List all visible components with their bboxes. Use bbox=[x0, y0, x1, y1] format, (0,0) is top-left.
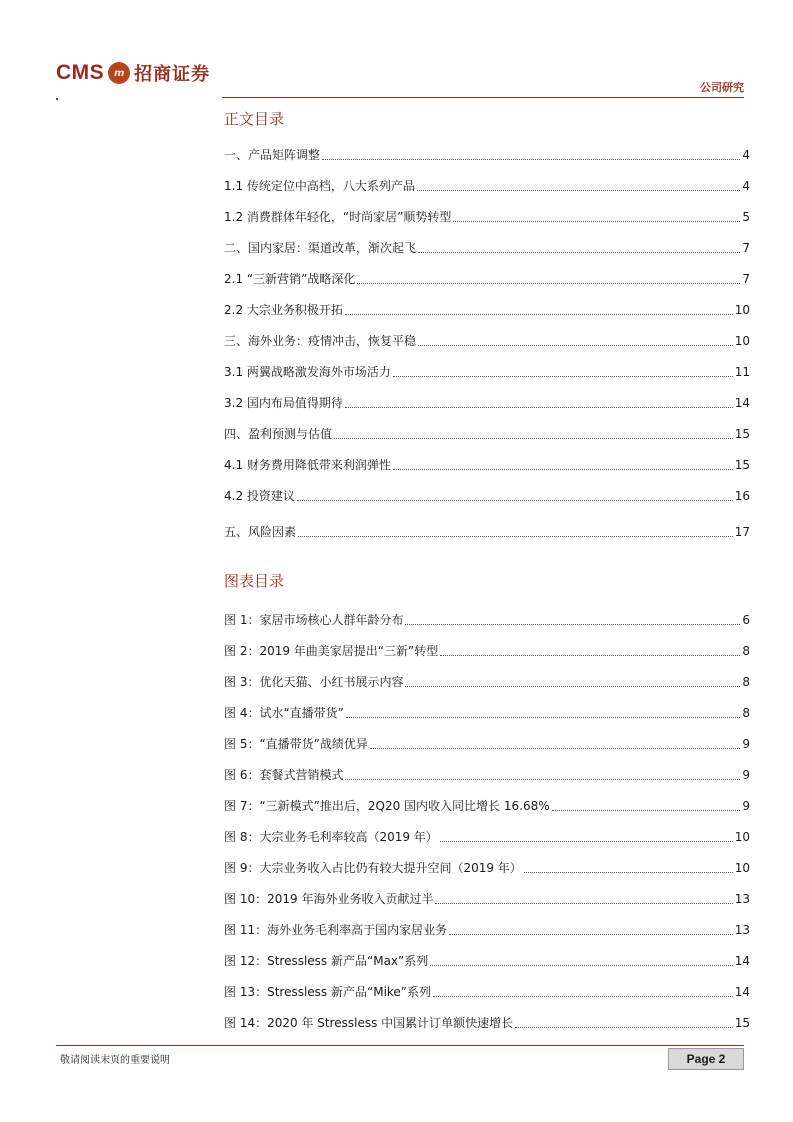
toc-entry-label: 二、国内家居：渠道改革，渐次起飞 bbox=[224, 241, 417, 255]
figure-entry[interactable] bbox=[224, 859, 750, 877]
figure-entry[interactable] bbox=[224, 704, 750, 722]
figure-entry-page: 14 bbox=[734, 985, 750, 999]
figure-entry-label: 图 2：2019 年曲美家居提出“三新”转型 bbox=[224, 644, 439, 658]
leader-dots bbox=[393, 376, 733, 377]
toc-entry-page: 5 bbox=[742, 210, 750, 224]
leader-dots bbox=[449, 934, 733, 935]
figure-entry-page: 9 bbox=[742, 799, 750, 813]
figure-entry-page: 8 bbox=[742, 706, 750, 720]
toc-entry-label: 1.1 传统定位中高档，八大系列产品 bbox=[224, 179, 415, 193]
figure-entry-page: 9 bbox=[742, 768, 750, 782]
toc-entry-page: 4 bbox=[742, 179, 750, 193]
toc-entry-page: 15 bbox=[734, 458, 750, 472]
figure-entry-page: 13 bbox=[734, 892, 750, 906]
footer-disclaimer: 敬请阅读末页的重要说明 bbox=[60, 1055, 170, 1066]
leader-dots bbox=[346, 717, 740, 718]
figure-entry-label: 图 9：大宗业务收入占比仍有较大提升空间（2019 年） bbox=[224, 861, 522, 875]
leader-dots bbox=[405, 686, 740, 687]
leader-dots bbox=[357, 283, 740, 284]
figure-entry[interactable] bbox=[224, 642, 750, 660]
toc-entry-label: 2.1 “三新营销”战略深化 bbox=[224, 272, 356, 286]
toc-entry[interactable] bbox=[224, 177, 750, 195]
leader-dots bbox=[552, 810, 741, 811]
figure-entry-page: 14 bbox=[734, 954, 750, 968]
leader-dots bbox=[440, 655, 740, 656]
figure-entry-label: 图 14：2020 年 Stressless 中国累计订单额快速增长 bbox=[224, 1016, 514, 1030]
header-dot bbox=[56, 98, 58, 100]
leader-dots bbox=[430, 965, 732, 966]
figure-entry[interactable] bbox=[224, 673, 750, 691]
figure-entry[interactable] bbox=[224, 828, 750, 846]
figure-entry-label: 图 5：“直播带货”战绩优异 bbox=[224, 737, 368, 751]
figure-entry-page: 8 bbox=[742, 644, 750, 658]
leader-dots bbox=[322, 159, 740, 160]
leader-dots bbox=[345, 779, 740, 780]
figure-entry[interactable] bbox=[224, 797, 750, 815]
figure-entry[interactable] bbox=[224, 952, 750, 970]
leader-dots bbox=[435, 903, 732, 904]
toc-entry[interactable] bbox=[224, 456, 750, 474]
figure-entry[interactable] bbox=[224, 921, 750, 939]
toc-entry-page: 7 bbox=[742, 241, 750, 255]
figure-entry[interactable] bbox=[224, 1014, 750, 1032]
figure-entry[interactable] bbox=[224, 983, 750, 1001]
figure-entry-page: 8 bbox=[742, 675, 750, 689]
leader-dots bbox=[345, 407, 733, 408]
leader-dots bbox=[370, 748, 740, 749]
figure-entry-page: 13 bbox=[734, 923, 750, 937]
report-type: 公司研究 bbox=[700, 81, 744, 94]
toc-entry-page: 16 bbox=[734, 489, 750, 503]
leader-dots bbox=[393, 469, 733, 470]
company-logo bbox=[56, 58, 210, 88]
figure-entry-label: 图 10：2019 年海外业务收入贡献过半 bbox=[224, 892, 434, 906]
toc-entry[interactable] bbox=[224, 487, 750, 505]
leader-dots bbox=[453, 221, 740, 222]
leader-dots bbox=[405, 624, 740, 625]
toc-entry[interactable] bbox=[224, 301, 750, 319]
footer-divider bbox=[56, 1045, 744, 1046]
header-divider bbox=[222, 97, 744, 98]
figure-entry[interactable] bbox=[224, 611, 750, 629]
toc-entry[interactable] bbox=[224, 363, 750, 381]
figures-title: 图表目录 bbox=[224, 572, 285, 590]
figure-entry-label: 图 7：“三新模式”推出后，2Q20 国内收入同比增长 16.68% bbox=[224, 799, 550, 813]
toc-entry-label: 3.2 国内布局值得期待 bbox=[224, 396, 343, 410]
toc-entry-page: 14 bbox=[734, 396, 750, 410]
page-number: Page 2 bbox=[668, 1048, 744, 1070]
leader-dots bbox=[524, 872, 733, 873]
toc-entry-label: 三、海外业务：疫情冲击，恢复平稳 bbox=[224, 334, 417, 348]
leader-dots bbox=[297, 500, 733, 501]
figure-entry-label: 图 1：家居市场核心人群年龄分布 bbox=[224, 613, 404, 627]
figure-entry-page: 6 bbox=[742, 613, 750, 627]
toc-entry-label: 2.2 大宗业务积极开拓 bbox=[224, 303, 343, 317]
toc-entry-label: 一、产品矩阵调整 bbox=[224, 148, 321, 162]
figure-entry-label: 图 4：试水“直播带货” bbox=[224, 706, 344, 720]
leader-dots bbox=[515, 1027, 733, 1028]
toc-entry[interactable] bbox=[224, 425, 750, 443]
figure-entry-label: 图 3：优化天猫、小红书展示内容 bbox=[224, 675, 404, 689]
figure-entry-page: 10 bbox=[734, 861, 750, 875]
toc-entry-page: 4 bbox=[742, 148, 750, 162]
toc-entry[interactable] bbox=[224, 239, 750, 257]
leader-dots bbox=[418, 252, 740, 253]
toc-entry-page: 15 bbox=[734, 427, 750, 441]
leader-dots bbox=[440, 841, 733, 842]
figure-entry-page: 15 bbox=[734, 1016, 750, 1030]
leader-dots bbox=[418, 345, 733, 346]
toc-entry-page: 10 bbox=[734, 303, 750, 317]
figure-entry-label: 图 13：Stressless 新产品“Mike”系列 bbox=[224, 985, 432, 999]
toc-entry-label: 1.2 消费群体年轻化，“时尚家居”顺势转型 bbox=[224, 210, 452, 224]
toc-entry-label: 4.1 财务费用降低带来利润弹性 bbox=[224, 458, 391, 472]
toc-entry[interactable] bbox=[224, 208, 750, 226]
figure-entry[interactable] bbox=[224, 735, 750, 753]
toc-entry-page: 11 bbox=[734, 365, 750, 379]
figure-entry-page: 9 bbox=[742, 737, 750, 751]
figure-entry-label: 图 6：套餐式营销模式 bbox=[224, 768, 344, 782]
toc-entry[interactable] bbox=[224, 394, 750, 412]
toc-entry-label: 4.2 投资建议 bbox=[224, 489, 295, 503]
toc-entry-label: 五、风险因素 bbox=[224, 525, 297, 539]
logo-chinese-name: 招商证券 bbox=[134, 64, 211, 85]
toc-entry[interactable] bbox=[224, 270, 750, 288]
toc-title: 正文目录 bbox=[224, 110, 285, 128]
toc-entry-label: 四、盈利预测与估值 bbox=[224, 427, 333, 441]
leader-dots bbox=[298, 536, 733, 537]
leader-dots bbox=[345, 314, 733, 315]
figure-entry[interactable] bbox=[224, 890, 750, 908]
toc-entry-label: 3.1 两翼战略激发海外市场活力 bbox=[224, 365, 391, 379]
leader-dots bbox=[334, 438, 733, 439]
logo-cms-text: CMS bbox=[56, 61, 105, 84]
leader-dots bbox=[433, 996, 733, 997]
figure-entry-label: 图 11：海外业务毛利率高于国内家居业务 bbox=[224, 923, 448, 937]
toc-entry[interactable] bbox=[224, 146, 750, 164]
leader-dots bbox=[417, 190, 740, 191]
toc-entry-page: 7 bbox=[742, 272, 750, 286]
logo-emblem-icon: m bbox=[108, 62, 130, 84]
figure-entry-label: 图 8：大宗业务毛利率较高（2019 年） bbox=[224, 830, 438, 844]
toc-entry[interactable] bbox=[224, 332, 750, 350]
toc-entry[interactable] bbox=[224, 523, 750, 541]
figure-entry-page: 10 bbox=[734, 830, 750, 844]
toc-entry-page: 10 bbox=[734, 334, 750, 348]
figure-entry[interactable] bbox=[224, 766, 750, 784]
figure-entry-label: 图 12：Stressless 新产品“Max”系列 bbox=[224, 954, 429, 968]
toc-entry-page: 17 bbox=[734, 525, 750, 539]
